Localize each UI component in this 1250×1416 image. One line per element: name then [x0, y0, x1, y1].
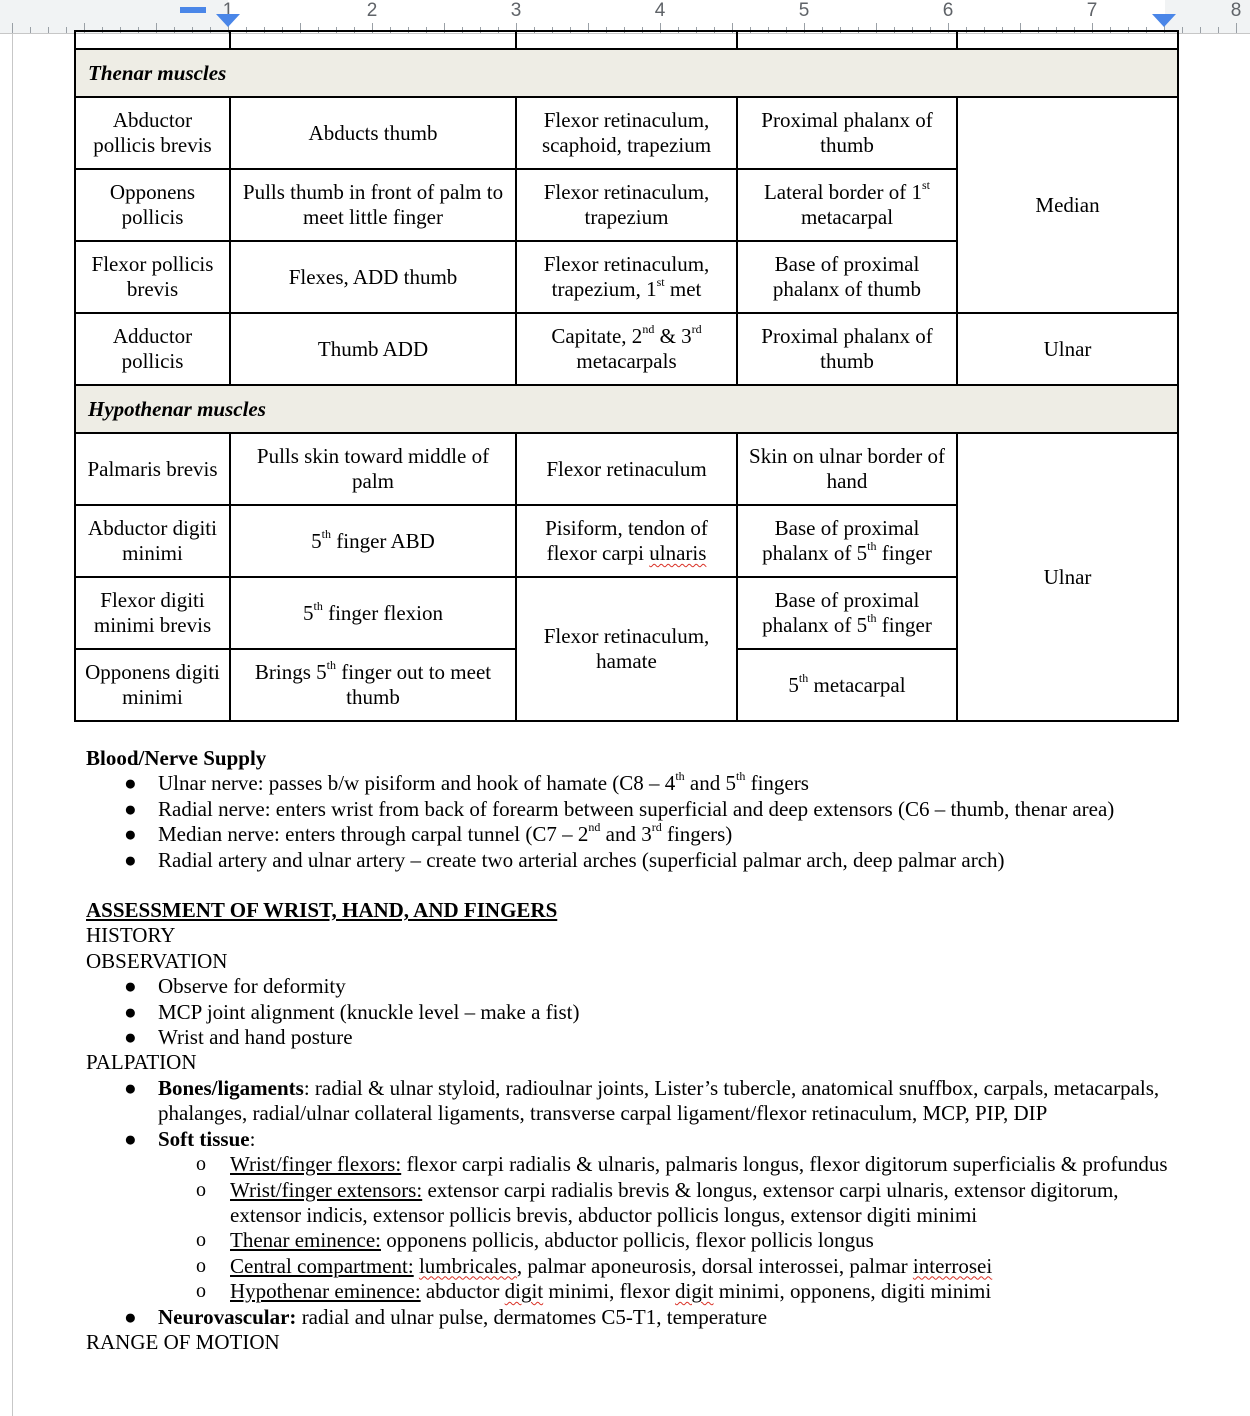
muscle-action: Pulls skin toward middle of palm — [230, 433, 516, 505]
ruler-number: 5 — [798, 0, 810, 21]
bullet-icon: ● — [124, 974, 137, 999]
spelling-flag[interactable]: ulnaris — [649, 541, 707, 565]
sub-list-item: o Wrist/finger extensors: extensor carpi radialis brevis & longus, extensor carpi ulnaris, extensor digitorum, extensor indicis, extensor pollicis brevis, abductor pollicis longus, extensor digiti minimi — [196, 1177, 1119, 1227]
page-left-edge — [12, 33, 13, 1416]
muscle-origin: Flexor retinaculum, trapezium, 1st met — [516, 241, 737, 313]
palpation-heading: PALPATION — [86, 1050, 197, 1075]
blood-nerve-heading: Blood/Nerve Supply — [86, 746, 267, 770]
sub-bullet-icon: o — [196, 1229, 206, 1252]
table-row — [75, 433, 1178, 505]
blood-nerve-list — [86, 771, 1186, 873]
nerve-ulnar: Ulnar — [957, 313, 1178, 385]
ruler-number: 6 — [942, 0, 954, 21]
list-item: ● Median nerve: enters through carpal tunnel (C7 – 2nd and 3rd fingers) — [124, 820, 733, 847]
ruler-tick — [30, 27, 31, 33]
palpation-list — [86, 1076, 1186, 1330]
ruler-number: 3 — [510, 0, 522, 21]
sub-bullet-icon: o — [196, 1178, 206, 1201]
bullet-icon: ● — [124, 771, 137, 796]
muscle-origin: Flexor retinaculum — [516, 433, 737, 505]
muscle-action: 5th finger ABD — [230, 505, 516, 577]
bullet-icon: ● — [124, 1126, 137, 1151]
assessment-heading: ASSESSMENT OF WRIST, HAND, AND FINGERS — [86, 898, 558, 923]
document-body[interactable] — [86, 746, 1186, 1355]
muscle-table — [74, 30, 1179, 722]
muscle-origin: Capitate, 2nd & 3rd metacarpals — [516, 313, 737, 385]
muscle-origin: Flexor retinaculum, scaphoid, trapezium — [516, 97, 737, 169]
right-indent-marker[interactable] — [1152, 14, 1176, 27]
ruler-tick — [1218, 27, 1219, 33]
bullet-icon: ● — [124, 1025, 137, 1050]
first-line-indent-marker[interactable] — [180, 7, 206, 13]
muscle-action: Abducts thumb — [230, 97, 516, 169]
list-item: ● Neurovascular: radial and ulnar pulse, dermatomes C5-T1, temperature — [124, 1304, 768, 1329]
left-margin-area — [0, 0, 228, 33]
ruler-tick — [66, 27, 67, 33]
section-title-thenar: Thenar muscles — [75, 49, 1178, 97]
muscle-insertion: Lateral border of 1st metacarpal — [737, 169, 957, 241]
muscle-origin: Flexor retinaculum, hamate — [516, 577, 737, 721]
muscle-name: Flexor digiti minimi brevis — [75, 577, 230, 649]
section-title-hypothenar: Hypothenar muscles — [75, 385, 1178, 433]
list-item: ● Ulnar nerve: passes b/w pisiform and hook of hamate (C8 – 4th and 5th fingers — [124, 769, 809, 796]
ruler-number: 7 — [1086, 0, 1098, 21]
sub-bullet-icon: o — [196, 1254, 206, 1277]
sub-list-item: o Thenar eminence: opponens pollicis, abductor pollicis, flexor pollicis longus — [196, 1228, 874, 1253]
spelling-flag[interactable]: interrosei — [912, 1253, 993, 1278]
sub-bullet-icon: o — [196, 1280, 206, 1303]
muscle-insertion: Base of proximal phalanx of thumb — [737, 241, 957, 313]
muscle-name: Adductor pollicis — [75, 313, 230, 385]
list-item: ● Radial artery and ulnar artery – create two arterial arches (superficial palmar arch, deep palmar arch) — [124, 847, 1005, 872]
muscle-name: Abductor digiti minimi — [75, 505, 230, 577]
muscle-insertion: Skin on ulnar border of hand — [737, 433, 957, 505]
muscle-action: Thumb ADD — [230, 313, 516, 385]
ruler-number: 4 — [654, 0, 666, 21]
table-row — [75, 97, 1178, 169]
ruler-number: 8 — [1230, 0, 1242, 21]
list-item: ● Radial nerve: enters wrist from back of forearm between superficial and deep extensors (C6 – thumb, thenar area) — [124, 796, 1115, 821]
ruler-tick — [12, 23, 13, 33]
muscle-name: Flexor pollicis brevis — [75, 241, 230, 313]
muscle-name: Opponens pollicis — [75, 169, 230, 241]
bullet-icon: ● — [124, 822, 137, 847]
table-row-continued — [75, 31, 1178, 49]
ruler-number: 2 — [366, 0, 378, 21]
muscle-insertion: Base of proximal phalanx of 5th finger — [737, 505, 957, 577]
bullet-icon: ● — [124, 1075, 137, 1100]
ruler-tick — [48, 27, 49, 33]
nerve-ulnar: Ulnar — [957, 433, 1178, 721]
observation-heading: OBSERVATION — [86, 948, 228, 973]
sub-list-item: o Hypothenar eminence: abductor digit minimi, flexor digit minimi, opponens, digiti minimi — [196, 1279, 992, 1304]
history-heading: HISTORY — [86, 923, 176, 948]
ruler-tick — [1182, 27, 1183, 33]
bullet-icon: ● — [124, 999, 137, 1024]
list-item: ● Bones/ligaments: radial & ulnar styloid, radioulnar joints, Lister’s tubercle, anatomical snuffbox, carpals, metacarpals, phalanges, radial/ulnar collateral ligaments, transverse carpal ligament/flexor retinaculum, MCP, PIP, DIP — [124, 1075, 1160, 1126]
muscle-insertion: Base of proximal phalanx of 5th finger — [737, 577, 957, 649]
sub-bullet-icon: o — [196, 1153, 206, 1176]
sub-list-item: o Central compartment: lumbricales, palmar aponeurosis, dorsal interossei, palmar interrosei — [196, 1253, 993, 1278]
bullet-icon: ● — [124, 847, 137, 872]
left-indent-marker[interactable] — [216, 14, 240, 27]
sub-list-item: o Wrist/finger flexors: flexor carpi radialis & ulnaris, palmaris longus, flexor digitorum superficialis & profundus — [196, 1152, 1168, 1177]
spelling-flag[interactable]: lumbricales — [418, 1253, 517, 1278]
muscle-origin: Flexor retinaculum, trapezium — [516, 169, 737, 241]
ruler-tick — [1200, 27, 1201, 33]
nerve-median: Median — [957, 97, 1178, 313]
spelling-flag[interactable]: digit — [504, 1279, 544, 1304]
bullet-icon: ● — [124, 1304, 137, 1329]
muscle-insertion: Proximal phalanx of thumb — [737, 313, 957, 385]
muscle-action: Brings 5th finger out to meet thumb — [230, 649, 516, 721]
muscle-action: Pulls thumb in front of palm to meet little finger — [230, 169, 516, 241]
muscle-name: Palmaris brevis — [75, 433, 230, 505]
list-item: ● Observe for deformity — [124, 974, 346, 999]
muscle-insertion: Proximal phalanx of thumb — [737, 97, 957, 169]
table-row — [75, 313, 1178, 385]
observation-list — [86, 974, 1186, 1050]
ruler-tick — [1236, 23, 1237, 33]
muscle-name: Abductor pollicis brevis — [75, 97, 230, 169]
soft-tissue-sublist — [86, 1152, 1186, 1304]
horizontal-ruler[interactable] — [0, 0, 1250, 34]
ruler-number: 1 — [222, 0, 234, 21]
muscle-origin: Pisiform, tendon of flexor carpi ulnaris — [516, 505, 737, 577]
muscle-insertion: 5th metacarpal — [737, 649, 957, 721]
list-item: ● MCP joint alignment (knuckle level – make a fist) — [124, 999, 580, 1024]
spelling-flag[interactable]: digit — [675, 1279, 714, 1304]
muscle-name: Opponens digiti minimi — [75, 649, 230, 721]
table-section-row — [75, 385, 1178, 433]
bullet-icon: ● — [124, 796, 137, 821]
range-of-motion-heading: RANGE OF MOTION — [86, 1329, 280, 1354]
muscle-action: Flexes, ADD thumb — [230, 241, 516, 313]
list-item: ● Wrist and hand posture — [124, 1025, 353, 1050]
list-item: ● Soft tissue: o Wrist/finger flexors: flexor carpi radialis & ulnaris, palmaris longus, flexor digitorum superficialis & profundus o Wrist/finger extensors: extensor carpi radialis brevis & longus, extensor carpi ulnaris, extensor digitorum, extensor indicis, extensor pollicis brevis, abductor pollicis longus, extensor digiti minimi o Thenar eminence: opponens pollicis, abductor pollicis, flexor pollicis longus o Central compartment: lumbricales, palmar aponeurosis, dorsal interossei, palmar interrosei o Hypothenar eminence: abductor digit minimi, flexor digit minimi, opponens, digiti minimi — [86, 1127, 1186, 1305]
table-section-row — [75, 49, 1178, 97]
muscle-action: 5th finger flexion — [230, 577, 516, 649]
